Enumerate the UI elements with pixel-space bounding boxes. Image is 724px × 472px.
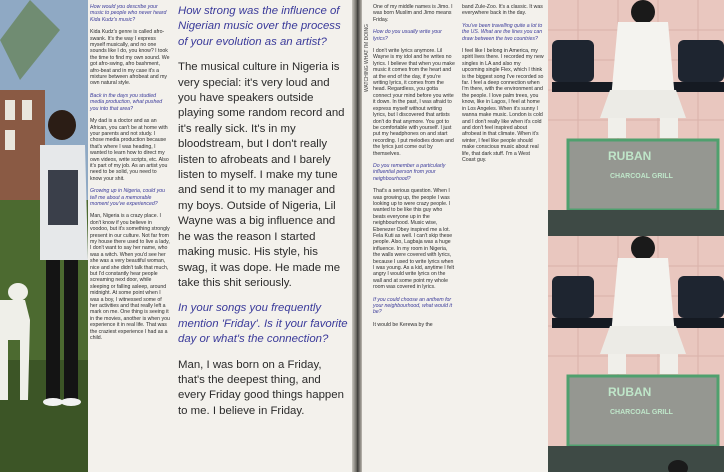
sign-word-1: RUBAN [608,385,652,399]
answer-text: One of my middle names is Jimo. I was born Muslim and Jimo means Friday. [373,4,453,23]
man-seated-photo [548,0,724,236]
right-photo-strip [548,0,724,472]
left-page [0,0,356,472]
sign-word-1: RUBAN [608,149,652,163]
photo-panel-top [548,0,724,236]
photo-panel-bottom [548,236,724,472]
large-text-column [178,4,348,425]
answer-text: It would be Kerewa by the [373,321,433,328]
question-text: If you could choose an anthem for your neighbourhood, what would it be? [373,296,453,316]
answer-text: band Zule-Zoo. It's a classic. It was everywhere back in the day. [462,4,543,17]
answer-text: Man, I was born on a Friday, that's the deepest thing, and every Friday good things happen to me. I believe in Friday. [178,358,344,417]
question-text: You've been travelling quite a lot to the US. What are the lines you can draw between the two countries? [462,22,543,42]
question-text: How do you usually write your lyrics? [373,29,442,42]
man-seated-photo [548,236,724,472]
page-gutter [352,0,362,472]
sign-word-2: CHARCOAL GRILL [610,173,673,180]
question-text: How would you describe your music to people who never heard Kida Kudz's music? [90,4,167,23]
question-text: Back in the days you studied media production, what pushed you into that area? [90,92,163,112]
answer-text: I don't write lyrics anymore. Lil Wayne is my idol and he writes no lyrics. I believe that when you make music it comes from the heart and at the end of the day, if you're writing lyrics, it comes from the head. Regardless, you gotta connect your mind before you write it down. In the past, I was afraid to express myself without writing lyrics, but I discovered that artists don't do that anymore. You got to be comfortable with yourself. I just put my headphones on and start recording. I put melodies down and the lyrics just come out by themselves. [373,48,455,157]
question-text: In your songs you frequently mention 'Friday'. Is it your favorite day or what's the connection? [178,302,348,346]
right-text-column-1 [373,4,455,334]
question-text: Do you remember a particularly influential person from your neighbourhood? [373,162,446,182]
answer-text: Man, Nigeria is a crazy place. I don't know if you believe in voodoo, but it's something strongly present in our culture. Not far from my house there used to live a lady, I don't want to say her name, who was a witch. When you'd see her she was a very beautiful woman, nice and she didn't talk that much, but I'd constantly hear people screaming next door, while sleeping or falling asleep, around midnight. At some point when I was a boy, I witnessed some of her activities and that really left a mark on me. One thing is seeing it in the movies, another is when you experience it in real life. That was the craziest experience I had as a child. [90,213,170,342]
right-text-column-2 [462,4,544,169]
question-text: Growing up in Nigeria, could you tell me about a memorable moment you've experienced? [90,188,165,207]
sign-word-2: CHARCOAL GRILL [610,409,673,416]
answer-text: Kida Kudz's genre is called afro-swank. It's the way I express myself musically, and no one sounds like I do, you know? I took the time to find my own sound. We got afro-swing, afro bashment, afro-beat and in my case it's a mixture between afrobeat and my own natural style. [90,29,170,87]
answer-text: The musical culture in Nigeria is very special: it's very loud and you have speakers outside playing some random record and it's really sick. It's in my bloodstream, but I don't really listen to afrobeats and I barely listen to myself. I make my tune and send it to my manager and my boys. Outside of Nigeria, Lil Wayne was a big influence and he was the reason I started making music. His style, his swag, it was dope. He made me take this shit seriously. [178,61,345,289]
answer-text: That's a serious question. When I was growing up, the people I was looking up to were crazy people. I wanted to be like this guy who beats everyone up in the neighbourhood. Music wise, Ebenezer Obey inspired me a lot. Fela Kuti as well. I can't skip these people. Also, Lagbaja was a huge influence. In my room in Nigeria, the walls were covered with lyrics, because I used to write lyrics when I was young. As a kid, anytime I felt angry I would write lyrics on the wall and at some point my whole room was covered in lyrics. [373,188,455,291]
question-text: How strong was the influence of Nigerian music over the process of your evolution as an artist? [178,5,341,48]
man-with-dog-photo [0,0,88,472]
vertical-label: WATCHING WHAT I'M DOING [364,24,370,92]
answer-text: My dad is a doctor and as an African, you can't be at home with your parents and not study. I chose media production because that's where I was heading, I wanted to learn how to direct my own videos, write scripts, etc. Also it's part of my job. As an artist you need to be solid, you need to know your shit. [90,118,169,182]
narrow-text-column [90,4,170,348]
left-photo [0,0,88,472]
answer-text: I feel like I belong in America, my spirit lives there. I recorded my new singles in LA and also my upcoming single Flex, which I think is the biggest song I've recorded so far. I feel a deep connection when I'm there, with the environment and the people. I love palm trees, you know, like in Lagos, I feel at home in Los Angeles. When it's sunny I wanna make music. London is cold and I don't really like when it's cold and don't feel inspired about afrobeat in that climate. When it's winter, I feel like people should make conscious music about real life, that dark stuff. I'm a West Coast guy. [462,48,544,163]
